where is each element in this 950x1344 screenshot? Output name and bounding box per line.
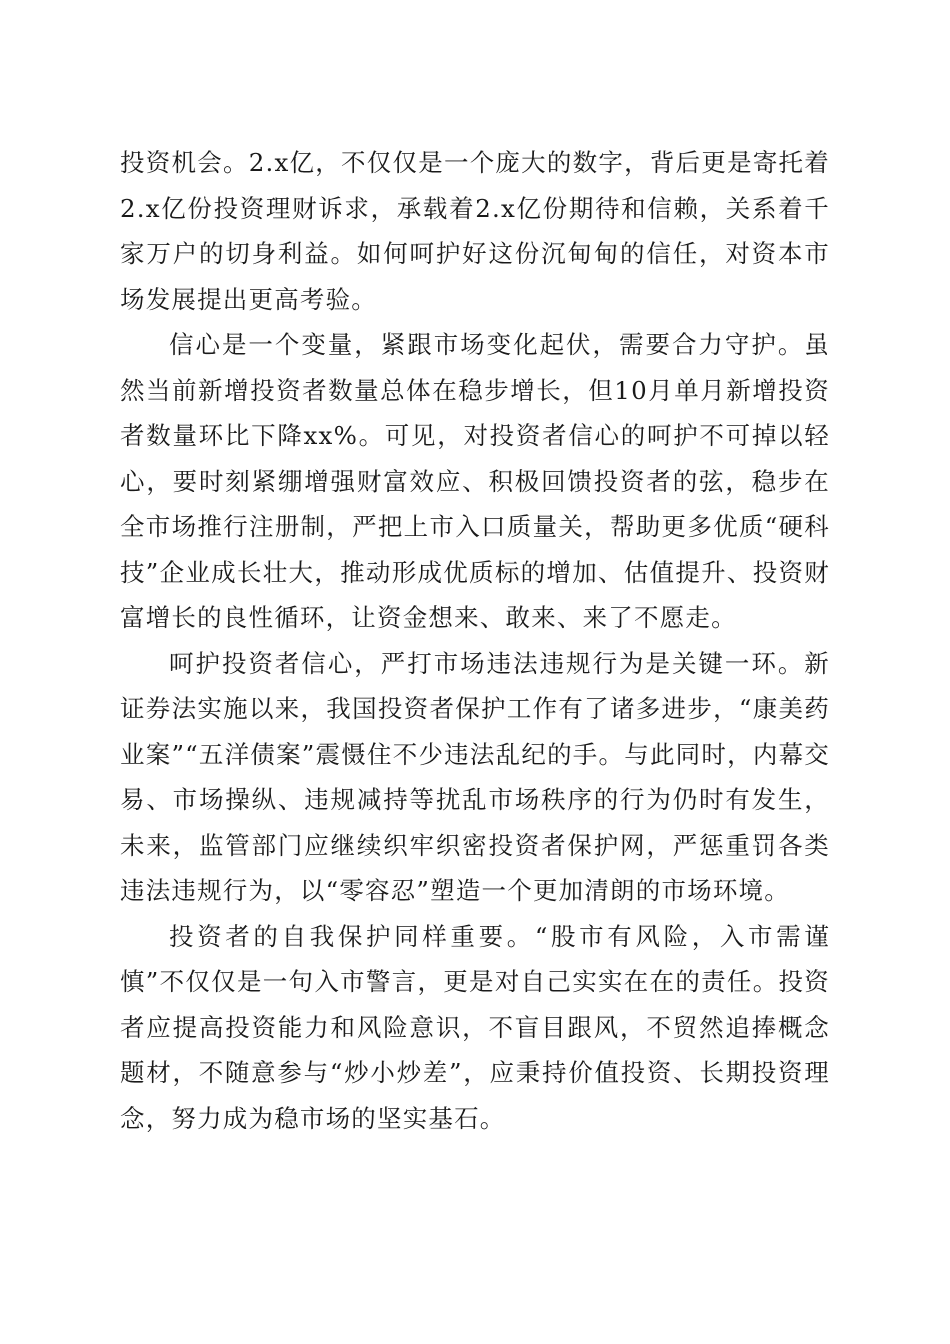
document-body [120,140,830,1141]
paragraph-1: 投资机会。2.x亿，不仅仅是一个庞大的数字，背后更是寄托着2.x亿份投资理财诉求，承载着2.x亿份期待和信赖，关系着千家万户的切身利益。如何呵护好这份沉甸甸的信任，对资本市场发展提出更高考验。 [120,148,830,314]
paragraph-2: 信心是一个变量，紧跟市场变化起伏，需要合力守护。虽然当前新增投资者数量总体在稳步增长，但10月单月新增投资者数量环比下降xx%。可见，对投资者信心的呵护不可掉以轻心，要时刻紧绷增强财富效应、积极回馈投资者的弦，稳步在全市场推行注册制，严把上市入口质量关，帮助更多优质“硬科技”企业成长壮大，推动形成优质标的增加、估值提升、投资财富增长的良性循环，让资金想来、敢来、来了不愿走。 [120,330,830,632]
paragraph-4: 投资者的自我保护同样重要。“股市有风险，入市需谨慎”不仅仅是一句入市警言，更是对自己实实在在的责任。投资者应提高投资能力和风险意识，不盲目跟风，不贸然追捧概念题材，不随意参与“炒小炒差”，应秉持价值投资、长期投资理念，努力成为稳市场的坚实基石。 [120,921,830,1133]
paragraph-3: 呵护投资者信心，严打市场违法违规行为是关键一环。新证券法实施以来，我国投资者保护工作有了诸多进步，“康美药业案”“五洋债案”震慑住不少违法乱纪的手。与此同时，内幕交易、市场操纵、违规减持等扰乱市场秩序的行为仍时有发生，未来，监管部门应继续织牢织密投资者保护网，严惩重罚各类违法违规行为，以“零容忍”塑造一个更加清朗的市场环境。 [120,648,830,905]
